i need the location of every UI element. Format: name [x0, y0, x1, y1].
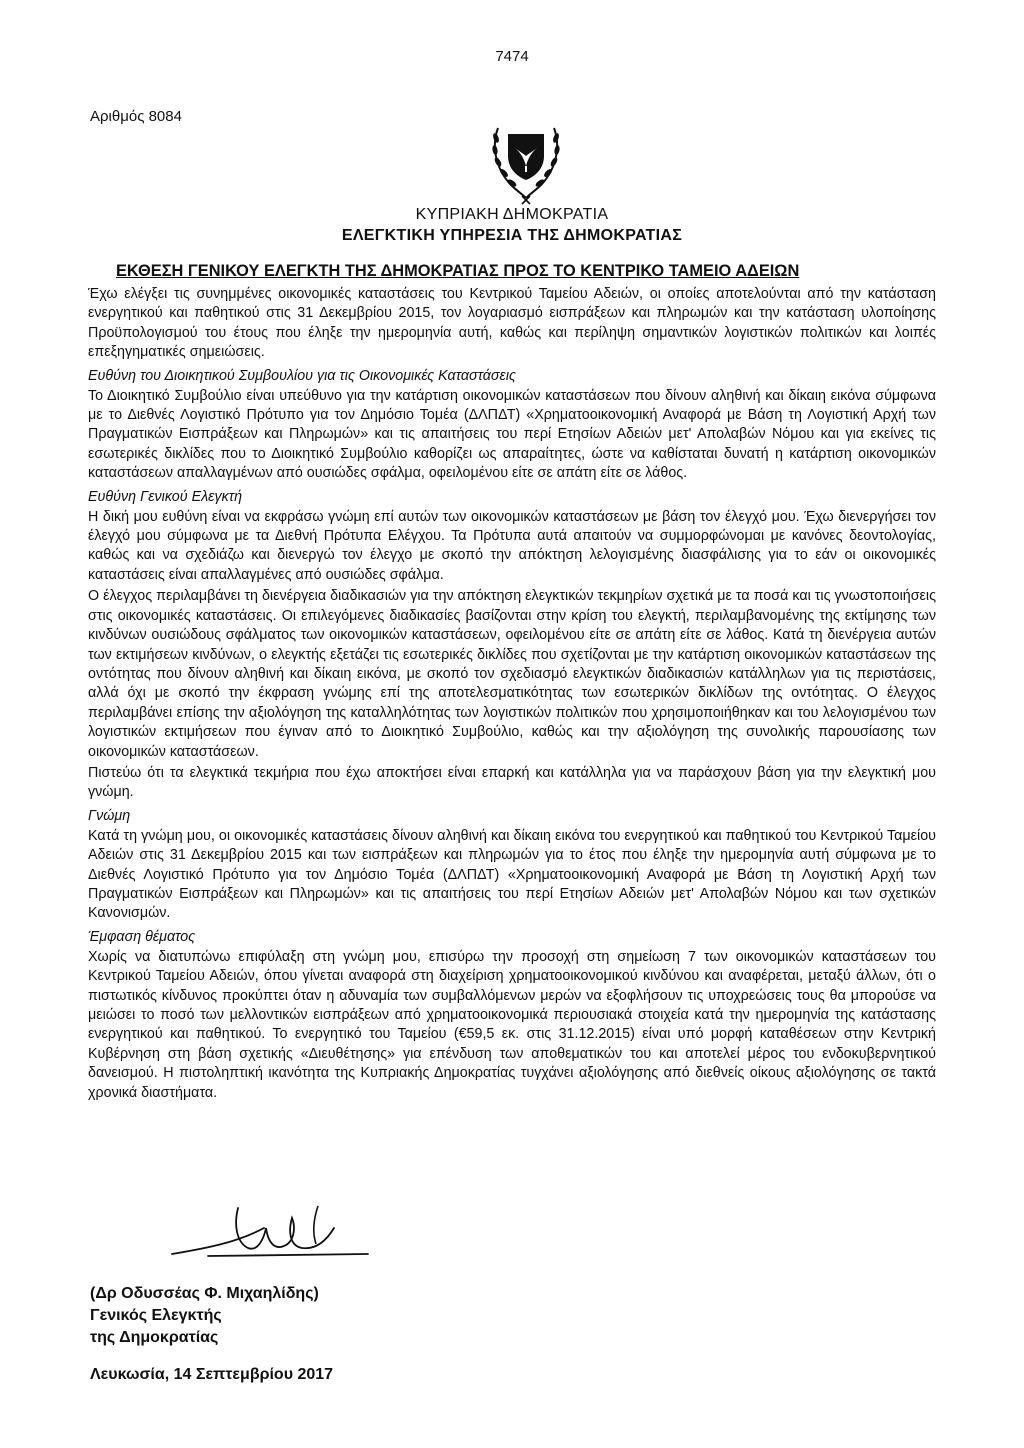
report-body — [88, 285, 936, 1105]
board-responsibility-heading: Ευθύνη του Διοικητικού Συμβουλίου για τις Οικονομικές Καταστάσεις — [88, 367, 516, 384]
header-audit-office: ΕΛΕΓΚΤΙΚΗ ΥΠΗΡΕΣΙΑ ΤΗΣ ΔΗΜΟΚΡΑΤΙΑΣ — [341, 227, 683, 244]
auditor-paragraph-2: Ο έλεγχος περιλαμβάνει τη διενέργεια διαδικασιών για την απόκτηση ελεγκτικών τεκμηρίων σχετικά με τα ποσά και τις γνωστοποιήσεις στις οικονομικές καταστάσεις. Οι επιλεγόμενες διαδικασίες βασίζονται στην κρίση του ελεγκτή, περιλαμβανομένης της εκτίμησης των κινδύνων ουσιώδους σφάλματος των οικονομικών καταστάσεων, οφειλομένου είτε σε απάτη είτε σε λάθος. Κατά τη διενέργεια αυτών των εκτιμήσεων κινδύνων, ο ελεγκτής εξετάζει τις εσωτερικές δικλίδες που σχετίζονται με την κατάρτιση οικονομικών καταστάσεων της οντότητας που δίνουν αληθινή και δίκαιη εικόνα, με σκοπό τον σχεδιασμό ελεγκτικών διαδικασιών κατάλληλων για τις περιστάσεις, αλλά όχι με σκοπό την έκφραση γνώμης επί της αποτελεσματικότητας των εσωτερικών δικλίδων της οντότητας. Ο έλεγχος περιλαμβάνει επίσης την αξιολόγηση της καταλληλότητας των λογιστικών πολιτικών που χρησιμοποιήθηκαν και του λελογισμένου των λογιστικών εκτιμήσεων που έγιναν από το Διοικητικό Συμβούλιο, καθώς και την αξιολόγηση της συνολικής παρουσίασης των οικονομικών καταστάσεων. — [88, 588, 936, 760]
signer-name: (Δρ Οδυσσέας Φ. Μιχαηλίδης) — [90, 1285, 319, 1302]
board-responsibility-paragraph: Το Διοικητικό Συμβούλιο είναι υπεύθυνο για την κατάρτιση οικονομικών καταστάσεων που δίνουν αληθινή και δίκαιη εικόνα σύμφωνα με το Διεθνές Λογιστικό Πρότυπο για τον Δημόσιο Τομέα (ΔΛΠΔΤ) «Χρηματοοικονομική Αναφορά με Βάση τη Λογιστική Αρχή των Πραγματικών Εισπράξεων και Πληρωμών» και τις απαιτήσεις του περί Ετησίων Αδειών μετ' Απολαβών Νόμου και για εκείνες τις εσωτερικές δικλίδες που το Διοικητικό Συμβούλιο καθορίζει ως απαραίτητες, ώστε να καθίσταται δυνατή η κατάρτιση οικονομικών καταστάσεων απαλλαγμένων από ουσιώδες σφάλμα, οφειλομένου είτε σε απάτη είτε σε λάθος. — [88, 387, 936, 482]
signer-role-2: της Δημοκρατίας — [90, 1329, 219, 1346]
report-title: ΕΚΘΕΣΗ ΓΕΝΙΚΟΥ ΕΛΕΓΚΤΗ ΤΗΣ ΔΗΜΟΚΡΑΤΙΑΣ ΠΡΟΣ ΤΟ ΚΕΝΤΡΙΚΟ ΤΑΜΕΙΟ ΑΔΕΙΩΝ — [116, 262, 800, 280]
auditor-paragraph-3: Πιστεύω ότι τα ελεγκτικά τεκμήρια που έχω αποκτήσει είναι επαρκή και κατάλληλα για να παράσχουν βάση για την ελεγκτική μου γνώμη. — [88, 764, 936, 801]
opinion-paragraph: Κατά τη γνώμη μου, οι οικονομικές καταστάσεις δίνουν αληθινή και δίκαιη εικόνα του ενεργητικού και παθητικού του Κεντρικού Ταμείου Αδειών στις 31 Δεκεμβρίου 2015 και των εισπράξεων και πληρωμών για το έτος που έληξε την ημερομηνία αυτή σύμφωνα με το Διεθνές Λογιστικό Πρότυπο για τον Δημόσιο Τομέα (ΔΛΠΔΤ) «Χρηματοοικονομική Αναφορά με Βάση τη Λογιστική Αρχή των Πραγματικών Εισπράξεων και Πληρωμών» και τις απαιτήσεις του περί Ετησίων Αδειών μετ' Απολαβών Νόμου και των σχετικών Κανονισμών. — [88, 827, 936, 922]
signer-block — [90, 1283, 319, 1349]
handwritten-signature — [168, 1198, 378, 1264]
auditor-responsibility-heading: Ευθύνη Γενικού Ελεγκτή — [88, 488, 243, 505]
opinion-heading: Γνώμη — [88, 807, 131, 824]
document-number: Αριθμός 8084 — [90, 108, 182, 125]
coat-of-arms-emblem — [488, 122, 564, 206]
emphasis-paragraph: Χωρίς να διατυπώνω επιφύλαξη στη γνώμη μου, επισύρω την προσοχή στη σημείωση 7 των οικονομικών καταστάσεων του Κεντρικού Ταμείου Αδειών, όπου γίνεται αναφορά στη διαχείριση χρηματοοικονομικού κινδύνου και αναφέρεται, μεταξύ άλλων, ότι ο πιστωτικός κίνδυνος προκύπτει όταν η αδυναμία των συμβαλλόμενων μερών να εξοφλήσουν τις υποχρεώσεις τους θα μπορούσε να μειώσει το ποσό των μελλοντικών εισπράξεων από χρηματοοικονομικά περιουσιακά στοιχεία κατά την ημερομηνία της κατάστασης ενεργητικού και παθητικού. Το ενεργητικό του Ταμείου (€59,5 εκ. στις 31.12.2015) είναι υπό μορφή καταθέσεων στην Κεντρική Κυβέρνηση στη βάση σχετικής «Διευθέτησης» για επένδυση των αποθεματικών του και αποτελεί μέρος του ενδοκυβερνητικού δανεισμού. Η πιστοληπτική ικανότητα της Κυπριακής Δημοκρατίας τυγχάνει αξιολόγησης από διεθνείς οίκους αξιολόγησης σε τακτά χρονικά διαστήματα. — [88, 948, 936, 1101]
header-republic: ΚΥΠΡΙΑΚΗ ΔΗΜΟΚΡΑΤΙΑ — [415, 206, 609, 223]
auditor-paragraph-1: Η δική μου ευθύνη είναι να εκφράσω γνώμη επί αυτών των οικονομικών καταστάσεων με βάση τον έλεγχό μου. Έχω διενεργήσει τον έλεγχό μου σύμφωνα με τα Διεθνή Πρότυπα Ελέγχου. Τα Πρότυπα αυτά απαιτούν να συμμορφώνομαι με κανόνες δεοντολογίας, καθώς και να σχεδιάζω και διενεργώ τον έλεγχο με σκοπό την απόκτηση λελογισμένης διασφάλισης για το εάν οι οικονομικές καταστάσεις είναι απαλλαγμένες από ουσιώδες σφάλμα. — [88, 508, 936, 583]
emphasis-heading: Έμφαση θέματος — [88, 928, 196, 945]
page-number: 7474 — [495, 48, 529, 65]
signer-role: Γενικός Ελεγκτής — [90, 1307, 222, 1324]
place-date: Λευκωσία, 14 Σεπτεμβρίου 2017 — [90, 1366, 334, 1383]
intro-paragraph: Έχω ελέγξει τις συνημμένες οικονομικές καταστάσεις του Κεντρικού Ταμείου Αδειών, οι οποίες αποτελούνται από την κατάσταση ενεργητικού και παθητικού στις 31 Δεκεμβρίου 2015, τον λογαριασμό εισπράξεων και πληρωμών και την κατάσταση υλοποίησης Προϋπολογισμού του έτους που έληξε την ημερομηνία αυτή, καθώς και περίληψη σημαντικών λογιστικών πολιτικών και λοιπές επεξηγηματικές σημειώσεις. — [88, 286, 936, 361]
